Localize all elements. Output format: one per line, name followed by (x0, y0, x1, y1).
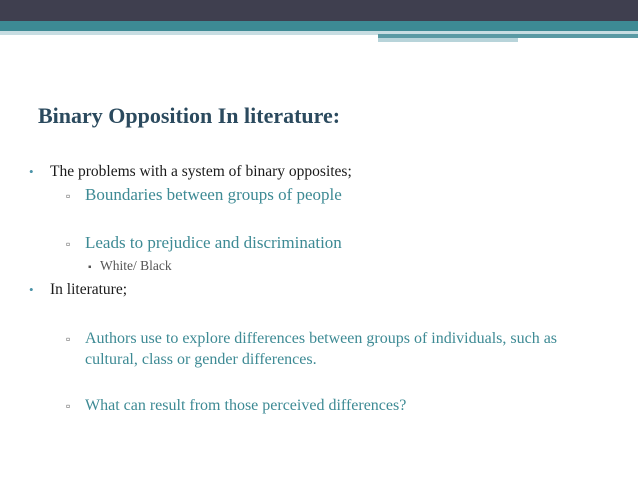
sub-bullet-text: Boundaries between groups of people (85, 185, 342, 204)
sub-sub-bullet-text: White/ Black (100, 258, 172, 273)
bullet-item (26, 163, 352, 181)
bullet-text: In literature; (50, 281, 128, 298)
bullet-square-icon: ▫ (66, 237, 71, 251)
sub-bullet-text: What can result from those perceived differences? (85, 397, 407, 414)
sub-bullet-item (66, 397, 406, 415)
header-accent-light (378, 38, 518, 42)
bullet-square-icon: ▫ (66, 332, 71, 346)
header-bar-teal (0, 21, 638, 31)
bullet-small-square-icon: ▪ (88, 262, 92, 273)
sub-bullet-item (66, 328, 594, 370)
sub-sub-bullet-item (88, 258, 172, 274)
sub-bullet-item (66, 233, 342, 253)
bullet-square-icon: ▫ (66, 189, 71, 203)
bullet-item (26, 281, 127, 299)
sub-bullet-text: Leads to prejudice and discrimination (85, 233, 342, 252)
sub-bullet-item (66, 185, 342, 205)
bullet-square-icon: ▫ (66, 399, 71, 413)
bullet-dot-icon: • (29, 282, 34, 297)
bullet-text: The problems with a system of binary opposites; (50, 163, 352, 180)
bullet-dot-icon: • (29, 164, 34, 179)
sub-bullet-text: Authors use to explore differences between groups of individuals, such as cultural, class or gender differences. (85, 330, 558, 368)
header-bar-dark (0, 0, 638, 21)
slide-title: Binary Opposition In literature: (38, 103, 341, 128)
